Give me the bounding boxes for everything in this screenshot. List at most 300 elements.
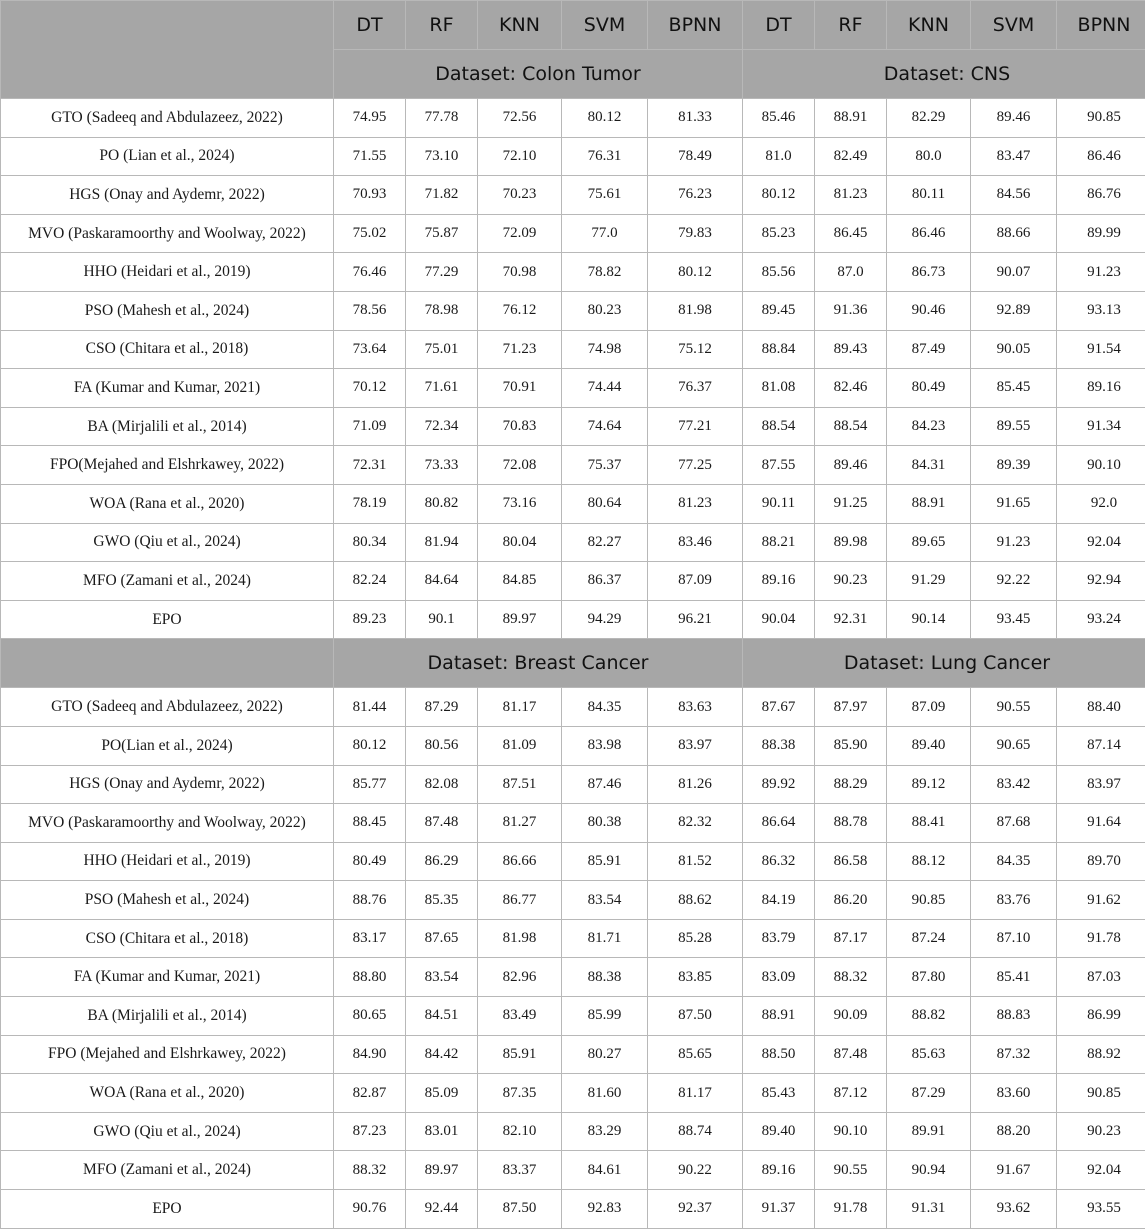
value-cell: 90.85 bbox=[1057, 99, 1145, 138]
value-cell: 88.21 bbox=[743, 523, 815, 562]
value-cell: 81.71 bbox=[562, 919, 648, 958]
value-cell: 81.60 bbox=[562, 1074, 648, 1113]
value-cell: 72.08 bbox=[478, 446, 562, 485]
value-cell: 87.23 bbox=[334, 1112, 406, 1151]
value-cell: 83.37 bbox=[478, 1151, 562, 1190]
value-cell: 88.92 bbox=[1057, 1035, 1145, 1074]
method-name-cell: PO (Lian et al., 2024) bbox=[1, 137, 334, 176]
table-row bbox=[1, 214, 1145, 253]
value-cell: 85.99 bbox=[562, 997, 648, 1036]
table-row bbox=[1, 1074, 1145, 1113]
value-cell: 81.44 bbox=[334, 688, 406, 727]
value-cell: 86.76 bbox=[1057, 176, 1145, 215]
value-cell: 79.83 bbox=[648, 214, 743, 253]
value-cell: 82.49 bbox=[815, 137, 887, 176]
value-cell: 88.62 bbox=[648, 881, 743, 920]
value-cell: 90.23 bbox=[1057, 1112, 1145, 1151]
value-cell: 92.0 bbox=[1057, 484, 1145, 523]
value-cell: 82.24 bbox=[334, 562, 406, 601]
value-cell: 88.66 bbox=[971, 214, 1057, 253]
value-cell: 81.23 bbox=[648, 484, 743, 523]
value-cell: 87.50 bbox=[648, 997, 743, 1036]
value-cell: 75.01 bbox=[406, 330, 478, 369]
value-cell: 89.70 bbox=[1057, 842, 1145, 881]
value-cell: 70.93 bbox=[334, 176, 406, 215]
value-cell: 81.33 bbox=[648, 99, 743, 138]
value-cell: 73.10 bbox=[406, 137, 478, 176]
value-cell: 84.85 bbox=[478, 562, 562, 601]
value-cell: 72.34 bbox=[406, 407, 478, 446]
value-cell: 83.42 bbox=[971, 765, 1057, 804]
value-cell: 89.91 bbox=[887, 1112, 971, 1151]
value-cell: 81.27 bbox=[478, 804, 562, 843]
value-cell: 90.11 bbox=[743, 484, 815, 523]
value-cell: 81.23 bbox=[815, 176, 887, 215]
value-cell: 90.85 bbox=[887, 881, 971, 920]
value-cell: 92.37 bbox=[648, 1190, 743, 1229]
method-name-cell: HHO (Heidari et al., 2019) bbox=[1, 253, 334, 292]
value-cell: 88.74 bbox=[648, 1112, 743, 1151]
value-cell: 89.97 bbox=[478, 600, 562, 639]
method-name-cell: MFO (Zamani et al., 2024) bbox=[1, 1151, 334, 1190]
value-cell: 75.37 bbox=[562, 446, 648, 485]
value-cell: 86.46 bbox=[887, 214, 971, 253]
table-row bbox=[1, 1190, 1145, 1229]
value-cell: 90.46 bbox=[887, 291, 971, 330]
value-cell: 72.09 bbox=[478, 214, 562, 253]
value-cell: 89.12 bbox=[887, 765, 971, 804]
value-cell: 83.63 bbox=[648, 688, 743, 727]
value-cell: 81.98 bbox=[648, 291, 743, 330]
value-cell: 80.38 bbox=[562, 804, 648, 843]
table-body-section-1 bbox=[1, 99, 1145, 639]
value-cell: 88.54 bbox=[815, 407, 887, 446]
value-cell: 90.14 bbox=[887, 600, 971, 639]
value-cell: 91.65 bbox=[971, 484, 1057, 523]
value-cell: 84.35 bbox=[971, 842, 1057, 881]
value-cell: 90.55 bbox=[971, 688, 1057, 727]
value-cell: 92.22 bbox=[971, 562, 1057, 601]
value-cell: 83.09 bbox=[743, 958, 815, 997]
value-cell: 78.98 bbox=[406, 291, 478, 330]
value-cell: 89.98 bbox=[815, 523, 887, 562]
table-row bbox=[1, 997, 1145, 1036]
value-cell: 84.64 bbox=[406, 562, 478, 601]
value-cell: 80.82 bbox=[406, 484, 478, 523]
value-cell: 88.54 bbox=[743, 407, 815, 446]
column-header: BPNN bbox=[1057, 1, 1145, 50]
method-name-cell: CSO (Chitara et al., 2018) bbox=[1, 330, 334, 369]
value-cell: 88.83 bbox=[971, 997, 1057, 1036]
value-cell: 87.29 bbox=[406, 688, 478, 727]
value-cell: 92.04 bbox=[1057, 523, 1145, 562]
value-cell: 88.91 bbox=[743, 997, 815, 1036]
value-cell: 87.03 bbox=[1057, 958, 1145, 997]
value-cell: 90.65 bbox=[971, 726, 1057, 765]
value-cell: 84.56 bbox=[971, 176, 1057, 215]
value-cell: 87.50 bbox=[478, 1190, 562, 1229]
value-cell: 86.73 bbox=[887, 253, 971, 292]
value-cell: 87.48 bbox=[406, 804, 478, 843]
table-row bbox=[1, 804, 1145, 843]
value-cell: 88.41 bbox=[887, 804, 971, 843]
value-cell: 70.91 bbox=[478, 369, 562, 408]
value-cell: 86.64 bbox=[743, 804, 815, 843]
value-cell: 87.97 bbox=[815, 688, 887, 727]
value-cell: 76.12 bbox=[478, 291, 562, 330]
value-cell: 90.10 bbox=[1057, 446, 1145, 485]
value-cell: 73.64 bbox=[334, 330, 406, 369]
value-cell: 89.40 bbox=[743, 1112, 815, 1151]
value-cell: 88.80 bbox=[334, 958, 406, 997]
value-cell: 84.23 bbox=[887, 407, 971, 446]
value-cell: 90.10 bbox=[815, 1112, 887, 1151]
value-cell: 88.38 bbox=[743, 726, 815, 765]
value-cell: 86.99 bbox=[1057, 997, 1145, 1036]
method-name-cell: GTO (Sadeeq and Abdulazeez, 2022) bbox=[1, 688, 334, 727]
dataset-label: Dataset: Colon Tumor bbox=[334, 50, 743, 99]
value-cell: 80.49 bbox=[334, 842, 406, 881]
table-row bbox=[1, 330, 1145, 369]
value-cell: 91.25 bbox=[815, 484, 887, 523]
value-cell: 85.90 bbox=[815, 726, 887, 765]
value-cell: 87.80 bbox=[887, 958, 971, 997]
value-cell: 85.23 bbox=[743, 214, 815, 253]
value-cell: 82.46 bbox=[815, 369, 887, 408]
value-cell: 89.55 bbox=[971, 407, 1057, 446]
value-cell: 92.89 bbox=[971, 291, 1057, 330]
value-cell: 80.04 bbox=[478, 523, 562, 562]
value-cell: 76.23 bbox=[648, 176, 743, 215]
value-cell: 85.65 bbox=[648, 1035, 743, 1074]
value-cell: 92.04 bbox=[1057, 1151, 1145, 1190]
value-cell: 89.43 bbox=[815, 330, 887, 369]
value-cell: 80.12 bbox=[648, 253, 743, 292]
value-cell: 81.26 bbox=[648, 765, 743, 804]
table-row bbox=[1, 291, 1145, 330]
value-cell: 90.07 bbox=[971, 253, 1057, 292]
method-name-cell: MVO (Paskaramoorthy and Woolway, 2022) bbox=[1, 804, 334, 843]
value-cell: 85.91 bbox=[478, 1035, 562, 1074]
value-cell: 91.78 bbox=[815, 1190, 887, 1229]
value-cell: 87.10 bbox=[971, 919, 1057, 958]
value-cell: 87.17 bbox=[815, 919, 887, 958]
value-cell: 83.54 bbox=[406, 958, 478, 997]
value-cell: 87.12 bbox=[815, 1074, 887, 1113]
table-row bbox=[1, 253, 1145, 292]
value-cell: 80.34 bbox=[334, 523, 406, 562]
value-cell: 72.31 bbox=[334, 446, 406, 485]
value-cell: 83.01 bbox=[406, 1112, 478, 1151]
value-cell: 91.78 bbox=[1057, 919, 1145, 958]
column-header: SVM bbox=[562, 1, 648, 50]
table-row bbox=[1, 562, 1145, 601]
method-name-cell: PSO (Mahesh et al., 2024) bbox=[1, 881, 334, 920]
value-cell: 91.62 bbox=[1057, 881, 1145, 920]
value-cell: 85.35 bbox=[406, 881, 478, 920]
method-name-cell: FA (Kumar and Kumar, 2021) bbox=[1, 369, 334, 408]
value-cell: 91.36 bbox=[815, 291, 887, 330]
value-cell: 80.65 bbox=[334, 997, 406, 1036]
value-cell: 75.02 bbox=[334, 214, 406, 253]
column-header: SVM bbox=[971, 1, 1057, 50]
value-cell: 85.63 bbox=[887, 1035, 971, 1074]
value-cell: 80.23 bbox=[562, 291, 648, 330]
value-cell: 77.78 bbox=[406, 99, 478, 138]
value-cell: 80.49 bbox=[887, 369, 971, 408]
method-header-cell bbox=[1, 1, 334, 99]
value-cell: 90.85 bbox=[1057, 1074, 1145, 1113]
value-cell: 89.39 bbox=[971, 446, 1057, 485]
method-name-cell: FPO(Mejahed and Elshrkawey, 2022) bbox=[1, 446, 334, 485]
value-cell: 90.1 bbox=[406, 600, 478, 639]
value-cell: 75.87 bbox=[406, 214, 478, 253]
value-cell: 90.05 bbox=[971, 330, 1057, 369]
table-row bbox=[1, 1112, 1145, 1151]
value-cell: 88.12 bbox=[887, 842, 971, 881]
value-cell: 83.97 bbox=[648, 726, 743, 765]
method-name-cell: HGS (Onay and Aydemr, 2022) bbox=[1, 176, 334, 215]
value-cell: 91.29 bbox=[887, 562, 971, 601]
value-cell: 87.0 bbox=[815, 253, 887, 292]
value-cell: 89.40 bbox=[887, 726, 971, 765]
value-cell: 89.46 bbox=[971, 99, 1057, 138]
value-cell: 81.09 bbox=[478, 726, 562, 765]
value-cell: 88.40 bbox=[1057, 688, 1145, 727]
value-cell: 82.10 bbox=[478, 1112, 562, 1151]
value-cell: 83.49 bbox=[478, 997, 562, 1036]
value-cell: 88.91 bbox=[887, 484, 971, 523]
value-cell: 93.55 bbox=[1057, 1190, 1145, 1229]
value-cell: 77.0 bbox=[562, 214, 648, 253]
value-cell: 85.77 bbox=[334, 765, 406, 804]
value-cell: 84.31 bbox=[887, 446, 971, 485]
value-cell: 82.27 bbox=[562, 523, 648, 562]
value-cell: 87.51 bbox=[478, 765, 562, 804]
table-row bbox=[1, 523, 1145, 562]
value-cell: 87.24 bbox=[887, 919, 971, 958]
value-cell: 82.08 bbox=[406, 765, 478, 804]
method-name-cell: PO(Lian et al., 2024) bbox=[1, 726, 334, 765]
value-cell: 78.82 bbox=[562, 253, 648, 292]
value-cell: 87.67 bbox=[743, 688, 815, 727]
value-cell: 88.29 bbox=[815, 765, 887, 804]
value-cell: 86.20 bbox=[815, 881, 887, 920]
value-cell: 86.66 bbox=[478, 842, 562, 881]
value-cell: 84.35 bbox=[562, 688, 648, 727]
value-cell: 89.92 bbox=[743, 765, 815, 804]
method-name-cell: MVO (Paskaramoorthy and Woolway, 2022) bbox=[1, 214, 334, 253]
value-cell: 87.35 bbox=[478, 1074, 562, 1113]
value-cell: 87.09 bbox=[648, 562, 743, 601]
value-cell: 85.91 bbox=[562, 842, 648, 881]
value-cell: 90.94 bbox=[887, 1151, 971, 1190]
value-cell: 86.77 bbox=[478, 881, 562, 920]
dataset-header-row bbox=[1, 639, 1145, 688]
method-name-cell: HGS (Onay and Aydemr, 2022) bbox=[1, 765, 334, 804]
value-cell: 89.16 bbox=[743, 1151, 815, 1190]
value-cell: 91.34 bbox=[1057, 407, 1145, 446]
value-cell: 78.49 bbox=[648, 137, 743, 176]
value-cell: 92.94 bbox=[1057, 562, 1145, 601]
table-row bbox=[1, 137, 1145, 176]
value-cell: 86.37 bbox=[562, 562, 648, 601]
value-cell: 91.31 bbox=[887, 1190, 971, 1229]
dataset-label: Dataset: Breast Cancer bbox=[334, 639, 743, 688]
dataset-label: Dataset: Lung Cancer bbox=[743, 639, 1145, 688]
table-row bbox=[1, 369, 1145, 408]
value-cell: 89.65 bbox=[887, 523, 971, 562]
value-cell: 81.98 bbox=[478, 919, 562, 958]
value-cell: 89.97 bbox=[406, 1151, 478, 1190]
value-cell: 80.12 bbox=[334, 726, 406, 765]
table-row bbox=[1, 600, 1145, 639]
value-cell: 87.55 bbox=[743, 446, 815, 485]
table-row bbox=[1, 958, 1145, 997]
value-cell: 80.11 bbox=[887, 176, 971, 215]
table-row bbox=[1, 446, 1145, 485]
value-cell: 91.54 bbox=[1057, 330, 1145, 369]
value-cell: 87.32 bbox=[971, 1035, 1057, 1074]
value-cell: 77.29 bbox=[406, 253, 478, 292]
value-cell: 92.83 bbox=[562, 1190, 648, 1229]
value-cell: 90.22 bbox=[648, 1151, 743, 1190]
value-cell: 83.85 bbox=[648, 958, 743, 997]
value-cell: 88.38 bbox=[562, 958, 648, 997]
value-cell: 73.33 bbox=[406, 446, 478, 485]
column-header-row bbox=[1, 1, 1145, 50]
value-cell: 86.45 bbox=[815, 214, 887, 253]
value-cell: 71.55 bbox=[334, 137, 406, 176]
value-cell: 90.23 bbox=[815, 562, 887, 601]
value-cell: 83.98 bbox=[562, 726, 648, 765]
value-cell: 92.44 bbox=[406, 1190, 478, 1229]
method-name-cell: CSO (Chitara et al., 2018) bbox=[1, 919, 334, 958]
value-cell: 87.49 bbox=[887, 330, 971, 369]
value-cell: 90.76 bbox=[334, 1190, 406, 1229]
value-cell: 87.29 bbox=[887, 1074, 971, 1113]
value-cell: 84.42 bbox=[406, 1035, 478, 1074]
value-cell: 89.46 bbox=[815, 446, 887, 485]
value-cell: 80.27 bbox=[562, 1035, 648, 1074]
value-cell: 72.10 bbox=[478, 137, 562, 176]
value-cell: 83.29 bbox=[562, 1112, 648, 1151]
value-cell: 87.46 bbox=[562, 765, 648, 804]
value-cell: 74.95 bbox=[334, 99, 406, 138]
value-cell: 89.16 bbox=[1057, 369, 1145, 408]
value-cell: 84.19 bbox=[743, 881, 815, 920]
value-cell: 78.19 bbox=[334, 484, 406, 523]
value-cell: 70.23 bbox=[478, 176, 562, 215]
value-cell: 80.56 bbox=[406, 726, 478, 765]
value-cell: 72.56 bbox=[478, 99, 562, 138]
value-cell: 93.62 bbox=[971, 1190, 1057, 1229]
value-cell: 84.61 bbox=[562, 1151, 648, 1190]
value-cell: 87.14 bbox=[1057, 726, 1145, 765]
value-cell: 88.20 bbox=[971, 1112, 1057, 1151]
value-cell: 89.16 bbox=[743, 562, 815, 601]
value-cell: 74.64 bbox=[562, 407, 648, 446]
method-name-cell: GWO (Qiu et al., 2024) bbox=[1, 523, 334, 562]
value-cell: 85.46 bbox=[743, 99, 815, 138]
value-cell: 90.04 bbox=[743, 600, 815, 639]
table-header bbox=[1, 1, 1145, 99]
value-cell: 94.29 bbox=[562, 600, 648, 639]
table-body-section-2 bbox=[1, 639, 1145, 1228]
method-name-cell: GTO (Sadeeq and Abdulazeez, 2022) bbox=[1, 99, 334, 138]
value-cell: 80.64 bbox=[562, 484, 648, 523]
method-name-cell: WOA (Rana et al., 2020) bbox=[1, 484, 334, 523]
value-cell: 83.54 bbox=[562, 881, 648, 920]
value-cell: 93.13 bbox=[1057, 291, 1145, 330]
value-cell: 93.45 bbox=[971, 600, 1057, 639]
table-row bbox=[1, 881, 1145, 920]
value-cell: 76.46 bbox=[334, 253, 406, 292]
column-header: KNN bbox=[887, 1, 971, 50]
table-row bbox=[1, 919, 1145, 958]
table-row bbox=[1, 176, 1145, 215]
value-cell: 80.12 bbox=[743, 176, 815, 215]
method-name-cell: HHO (Heidari et al., 2019) bbox=[1, 842, 334, 881]
method-name-cell: FPO (Mejahed and Elshrkawey, 2022) bbox=[1, 1035, 334, 1074]
method-name-cell: EPO bbox=[1, 1190, 334, 1229]
value-cell: 84.90 bbox=[334, 1035, 406, 1074]
value-cell: 87.68 bbox=[971, 804, 1057, 843]
value-cell: 82.87 bbox=[334, 1074, 406, 1113]
value-cell: 88.84 bbox=[743, 330, 815, 369]
value-cell: 88.91 bbox=[815, 99, 887, 138]
value-cell: 83.79 bbox=[743, 919, 815, 958]
value-cell: 77.21 bbox=[648, 407, 743, 446]
value-cell: 71.09 bbox=[334, 407, 406, 446]
table-row bbox=[1, 1035, 1145, 1074]
value-cell: 80.12 bbox=[562, 99, 648, 138]
value-cell: 88.50 bbox=[743, 1035, 815, 1074]
value-cell: 91.67 bbox=[971, 1151, 1057, 1190]
value-cell: 91.23 bbox=[1057, 253, 1145, 292]
value-cell: 85.45 bbox=[971, 369, 1057, 408]
value-cell: 78.56 bbox=[334, 291, 406, 330]
value-cell: 86.32 bbox=[743, 842, 815, 881]
method-name-cell: WOA (Rana et al., 2020) bbox=[1, 1074, 334, 1113]
value-cell: 80.0 bbox=[887, 137, 971, 176]
value-cell: 81.08 bbox=[743, 369, 815, 408]
table-row bbox=[1, 1151, 1145, 1190]
value-cell: 88.32 bbox=[815, 958, 887, 997]
value-cell: 75.12 bbox=[648, 330, 743, 369]
value-cell: 73.16 bbox=[478, 484, 562, 523]
value-cell: 76.31 bbox=[562, 137, 648, 176]
table-row bbox=[1, 407, 1145, 446]
value-cell: 74.44 bbox=[562, 369, 648, 408]
method-name-cell: MFO (Zamani et al., 2024) bbox=[1, 562, 334, 601]
value-cell: 88.76 bbox=[334, 881, 406, 920]
table-row bbox=[1, 765, 1145, 804]
value-cell: 85.09 bbox=[406, 1074, 478, 1113]
value-cell: 74.98 bbox=[562, 330, 648, 369]
value-cell: 86.46 bbox=[1057, 137, 1145, 176]
value-cell: 88.45 bbox=[334, 804, 406, 843]
value-cell: 81.94 bbox=[406, 523, 478, 562]
column-header: DT bbox=[334, 1, 406, 50]
dataset-label: Dataset: CNS bbox=[743, 50, 1145, 99]
value-cell: 82.32 bbox=[648, 804, 743, 843]
value-cell: 83.76 bbox=[971, 881, 1057, 920]
method-name-cell: FA (Kumar and Kumar, 2021) bbox=[1, 958, 334, 997]
value-cell: 76.37 bbox=[648, 369, 743, 408]
value-cell: 85.56 bbox=[743, 253, 815, 292]
method-name-cell: BA (Mirjalili et al., 2014) bbox=[1, 407, 334, 446]
